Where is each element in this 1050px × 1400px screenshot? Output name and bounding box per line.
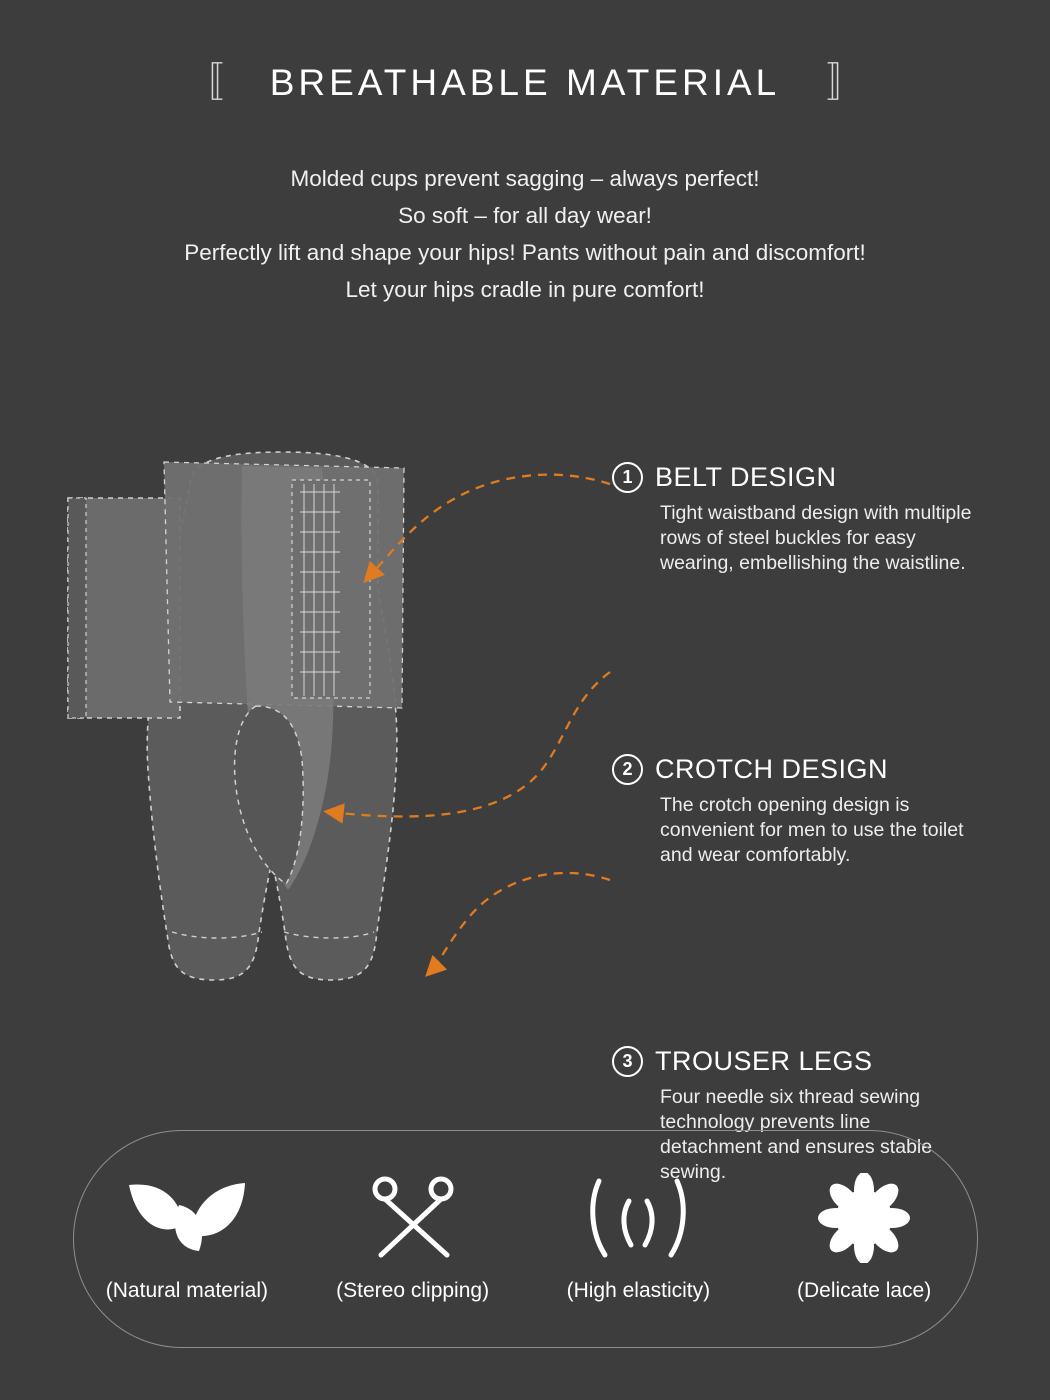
icon-label: (Stereo clipping) bbox=[336, 1279, 490, 1302]
page-title: BREATHABLE MATERIAL bbox=[269, 62, 781, 103]
steel-buckle-column bbox=[292, 480, 370, 698]
leaf-icon bbox=[121, 1175, 253, 1261]
feature-crotch-design bbox=[612, 754, 1012, 868]
icon-label: (Delicate lace) bbox=[797, 1279, 932, 1302]
flower-lace-icon bbox=[809, 1175, 919, 1261]
subtitle-line: Molded cups prevent sagging – always perfect! bbox=[290, 166, 760, 191]
feature-heading bbox=[612, 462, 1012, 493]
title-row bbox=[0, 62, 1050, 104]
product-illustration bbox=[60, 440, 620, 1020]
bracket-left-icon: 〚 bbox=[183, 60, 224, 106]
header bbox=[0, 62, 1050, 104]
subtitle-line: So soft – for all day wear! bbox=[398, 203, 652, 228]
feature-title: CROTCH DESIGN bbox=[655, 754, 889, 784]
subtitle-block bbox=[0, 160, 1050, 308]
scissors-icon bbox=[363, 1175, 463, 1261]
feature-heading bbox=[612, 754, 1012, 785]
subtitle-line: Let your hips cradle in pure comfort! bbox=[345, 277, 705, 302]
feature-title: BELT DESIGN bbox=[655, 462, 837, 492]
icon-label: (High elasticity) bbox=[566, 1279, 711, 1302]
subtitle-line: Perfectly lift and shape your hips! Pants without pain and discomfort! bbox=[184, 240, 866, 265]
elastic-waist-icon bbox=[583, 1175, 693, 1261]
feature-heading bbox=[612, 1046, 1012, 1077]
belt-extension-flap bbox=[68, 498, 180, 718]
feature-list bbox=[612, 462, 1012, 1183]
feature-title: TROUSER LEGS bbox=[655, 1046, 873, 1076]
feature-number-badge: 2 bbox=[612, 754, 643, 785]
feature-number-badge: 1 bbox=[612, 462, 643, 493]
icon-cell-high-elasticity bbox=[526, 1175, 752, 1303]
icon-label: (Natural material) bbox=[105, 1279, 268, 1302]
feature-description: Tight waistband design with multiple rows of steel buckles for easy wearing, embellishing the waistline. bbox=[660, 502, 972, 574]
icon-cell-delicate-lace bbox=[751, 1175, 977, 1303]
feature-description: Four needle six thread sewing technology prevents line detachment and ensures stable sewing. bbox=[660, 1086, 933, 1183]
feature-icon-bar bbox=[73, 1130, 978, 1348]
icon-cell-natural-material bbox=[74, 1175, 300, 1303]
bracket-right-icon: 〛 bbox=[826, 60, 867, 106]
feature-number-badge: 3 bbox=[612, 1046, 643, 1077]
feature-belt-design bbox=[612, 462, 1012, 576]
icon-cell-stereo-clipping bbox=[300, 1175, 526, 1303]
feature-description: The crotch opening design is convenient for men to use the toilet and wear comfortably. bbox=[660, 794, 964, 866]
